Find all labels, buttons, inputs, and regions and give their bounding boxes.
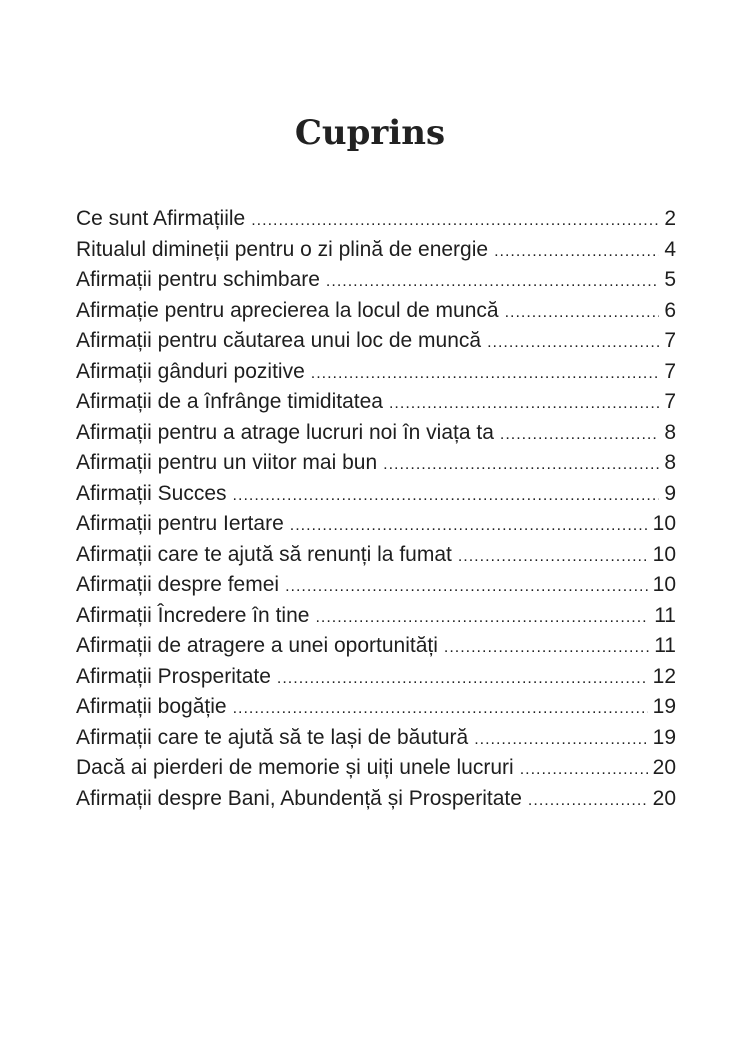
toc-entry [76,265,676,296]
toc-page-number: 5 [664,268,676,291]
toc-entry-text: Afirmații Încredere în tine [76,603,310,627]
toc-entry-text: Afirmații despre Bani, Abundență și Prosperitate [76,786,522,810]
toc-leader-dots [528,786,648,815]
toc-page-number: 19 [652,725,676,749]
toc-leader-dots [444,633,649,662]
toc-page-number: 10 [652,512,676,535]
toc-entry-text: Afirmații care te ajută să renunți la fumat [76,542,452,566]
toc-page-number: 7 [664,390,676,413]
toc-leader-dots [311,359,660,388]
toc-entry-text: Afirmații de a înfrânge timiditatea [76,390,383,413]
toc-entry-text: Afirmație pentru aprecierea la locul de muncă [76,298,499,322]
toc-page-number: 20 [652,786,676,810]
toc-page-number: 8 [664,420,676,444]
toc-leader-dots [233,481,660,510]
toc-entry [76,784,676,815]
toc-leader-dots [285,572,648,601]
toc-entry [76,631,676,662]
toc-leader-dots [520,755,648,784]
toc-entry-text: Afirmații Succes [76,481,227,505]
toc-leader-dots [458,542,648,571]
toc-entry [76,723,676,754]
toc-entry [76,235,676,266]
toc-leader-dots [487,328,659,357]
toc-entry-text: Afirmații pentru Iertare [76,512,284,535]
toc-leader-dots [277,664,648,693]
toc-entry [76,601,676,632]
toc-entry [76,418,676,449]
toc-leader-dots [383,450,659,479]
toc-entry-text: Ritualul dimineții pentru o zi plină de energie [76,237,489,261]
toc-entry [76,509,676,540]
toc-entry [76,753,676,784]
toc-page-number: 20 [652,756,676,779]
toc-page-number: 11 [654,603,676,627]
toc-entry [76,570,676,601]
toc-leader-dots [505,298,660,327]
toc-page-number: 6 [664,298,676,322]
toc-leader-dots [326,267,659,296]
toc-entry-text: Ce sunt Afirmațiile [76,207,246,230]
toc-entry-text: Afirmații pentru căutarea unui loc de muncă [76,329,482,352]
toc-entry [76,692,676,723]
toc-page-number: 7 [664,329,676,352]
toc-entry-text: Afirmații gânduri pozitive [76,359,305,383]
toc-entry [76,662,676,693]
toc-entry [76,479,676,510]
toc-entry [76,448,676,479]
toc-entry [76,326,676,357]
toc-entry [76,540,676,571]
table-of-contents [76,204,676,814]
toc-entry-text: Afirmații bogăție [76,695,227,718]
toc-entry [76,357,676,388]
toc-page-number: 11 [654,634,676,657]
toc-entry [76,387,676,418]
toc-leader-dots [251,206,659,235]
toc-leader-dots [500,420,659,449]
toc-leader-dots [494,237,659,266]
toc-page-number: 2 [664,207,676,230]
toc-entry [76,204,676,235]
toc-leader-dots [315,603,649,632]
toc-entry-text: Afirmații Prosperitate [76,664,271,688]
toc-entry-text: Afirmații pentru un viitor mai bun [76,451,378,474]
toc-page-number: 7 [664,359,676,383]
toc-page-number: 12 [652,664,676,688]
toc-entry-text: Afirmații care te ajută să te lași de băutură [76,725,469,749]
toc-entry-text: Afirmații despre femei [76,573,280,596]
toc-entry-text: Afirmații pentru a atrage lucruri noi în viața ta [76,420,494,444]
toc-entry [76,296,676,327]
toc-entry-text: Afirmații de atragere a unei oportunități [76,634,438,657]
toc-page-number: 10 [652,573,676,596]
toc-page-number: 4 [664,237,676,261]
toc-page-number: 8 [664,451,676,474]
toc-leader-dots [290,511,648,540]
toc-leader-dots [474,725,647,754]
toc-page-number: 19 [652,695,676,718]
toc-leader-dots [233,694,648,723]
toc-page-number: 10 [652,542,676,566]
toc-entry-text: Dacă ai pierderi de memorie și uiți unele lucruri [76,756,514,779]
toc-leader-dots [389,389,659,418]
page-title: Cuprins [294,113,446,153]
toc-entry-text: Afirmații pentru schimbare [76,268,320,291]
toc-page-number: 9 [664,481,676,505]
